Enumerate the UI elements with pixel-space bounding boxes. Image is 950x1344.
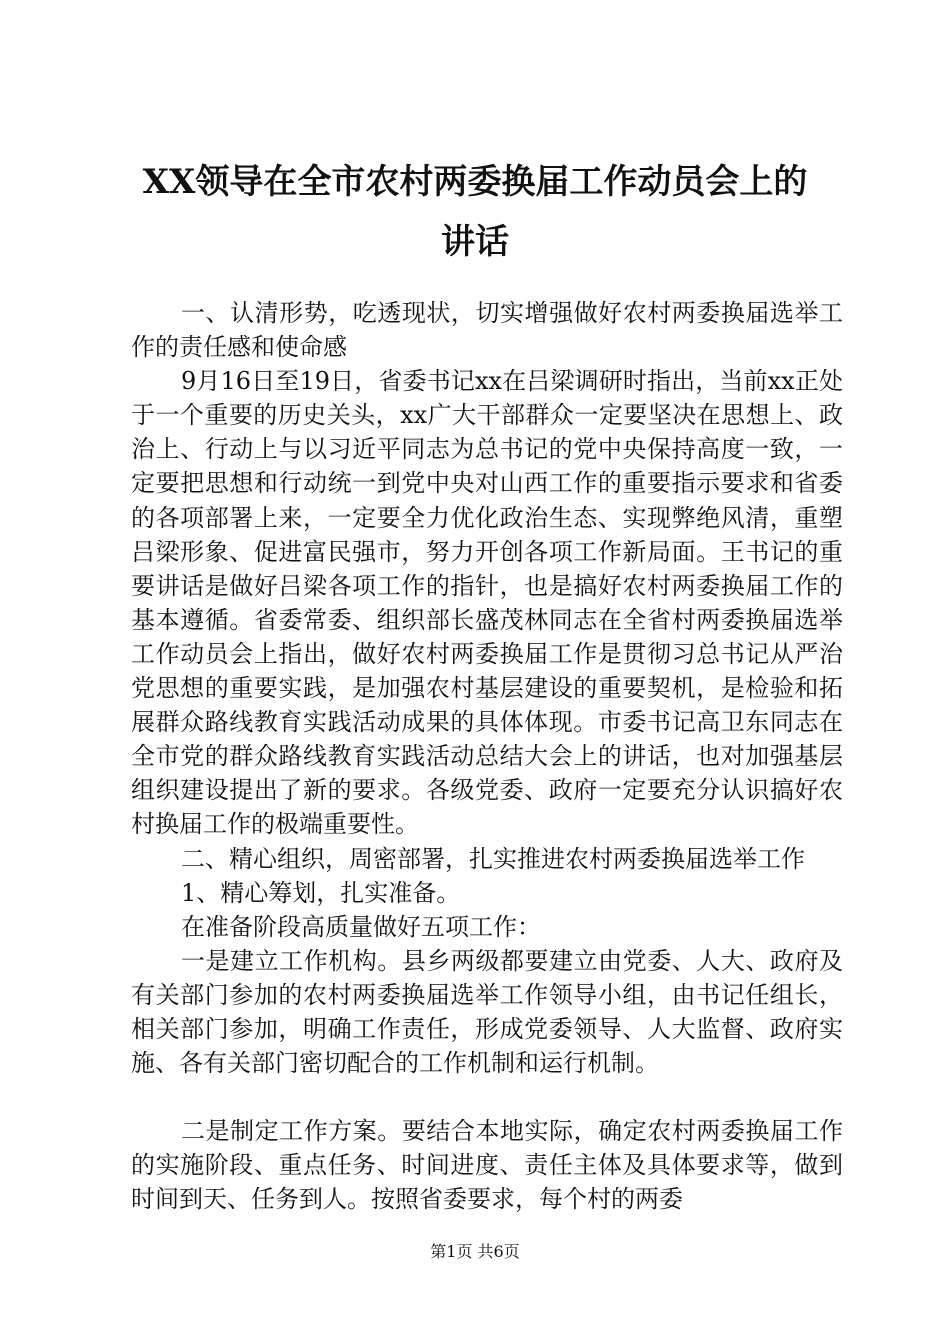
document-title-line-1: XX领导在全市农村两委换届工作动员会上的: [142, 162, 808, 202]
document-body: [131, 296, 843, 1216]
body-paragraph: 在准备阶段高质量做好五项工作：: [181, 912, 541, 941]
body-paragraph: 二是制定工作方案。要结合本地实际，确定农村两委换届工作的实施阶段、重点任务、时间进度、责任主体及具体要求等，做到时间到天、任务到人。按照省委要求，每个村的两委: [131, 1117, 843, 1214]
page-number-footer: 第1页 共6页: [430, 1242, 520, 1261]
document-title-line-2: 讲话: [441, 222, 509, 262]
body-paragraph: 一是建立工作机构。县乡两级都要建立由党委、人大、政府及有关部门参加的农村两委换届选举工作领导小组，由书记任组长，相关部门参加，明确工作责任，形成党委领导、人大监督、政府实施、各有关部门密切配合的工作机制和运行机制。: [131, 946, 843, 1078]
section-heading-2: 二、精心组织，周密部署，扎实推进农村两委换届选举工作: [181, 844, 805, 873]
section-heading-1: 一、认清形势，吃透现状，切实增强做好农村两委换届选举工作的责任感和使命感: [131, 299, 843, 362]
sub-heading-1: 1、精心筹划，扎实准备。: [181, 878, 461, 907]
body-paragraph: 9月16日至19日，省委书记xx在吕梁调研时指出，当前xx正处于一个重要的历史关头，xx广大干部群众一定要坚决在思想上、政治上、行动上与以习近平同志为总书记的党中央保持高度一致，一定要把思想和行动统一到党中央对山西工作的重要指示要求和省委的各项部署上来，一定要全力优化政治生态、实现弊绝风清，重塑吕梁形象、促进富民强市，努力开创各项工作新局面。王书记的重要讲话是做好吕梁各项工作的指针，也是搞好农村两委换届工作的基本遵循。省委常委、组织部长盛茂林同志在全省村两委换届选举工作动员会上指出，做好农村两委换届工作是贯彻习总书记从严治党思想的重要实践，是加强农村基层建设的重要契机，是检验和拓展群众路线教育实践活动成果的具体体现。市委书记高卫东同志在全市党的群众路线教育实践活动总结大会上的讲话，也对加强基层组织建设提出了新的要求。各级党委、政府一定要充分认识搞好农村换届工作的极端重要性。: [131, 367, 843, 839]
